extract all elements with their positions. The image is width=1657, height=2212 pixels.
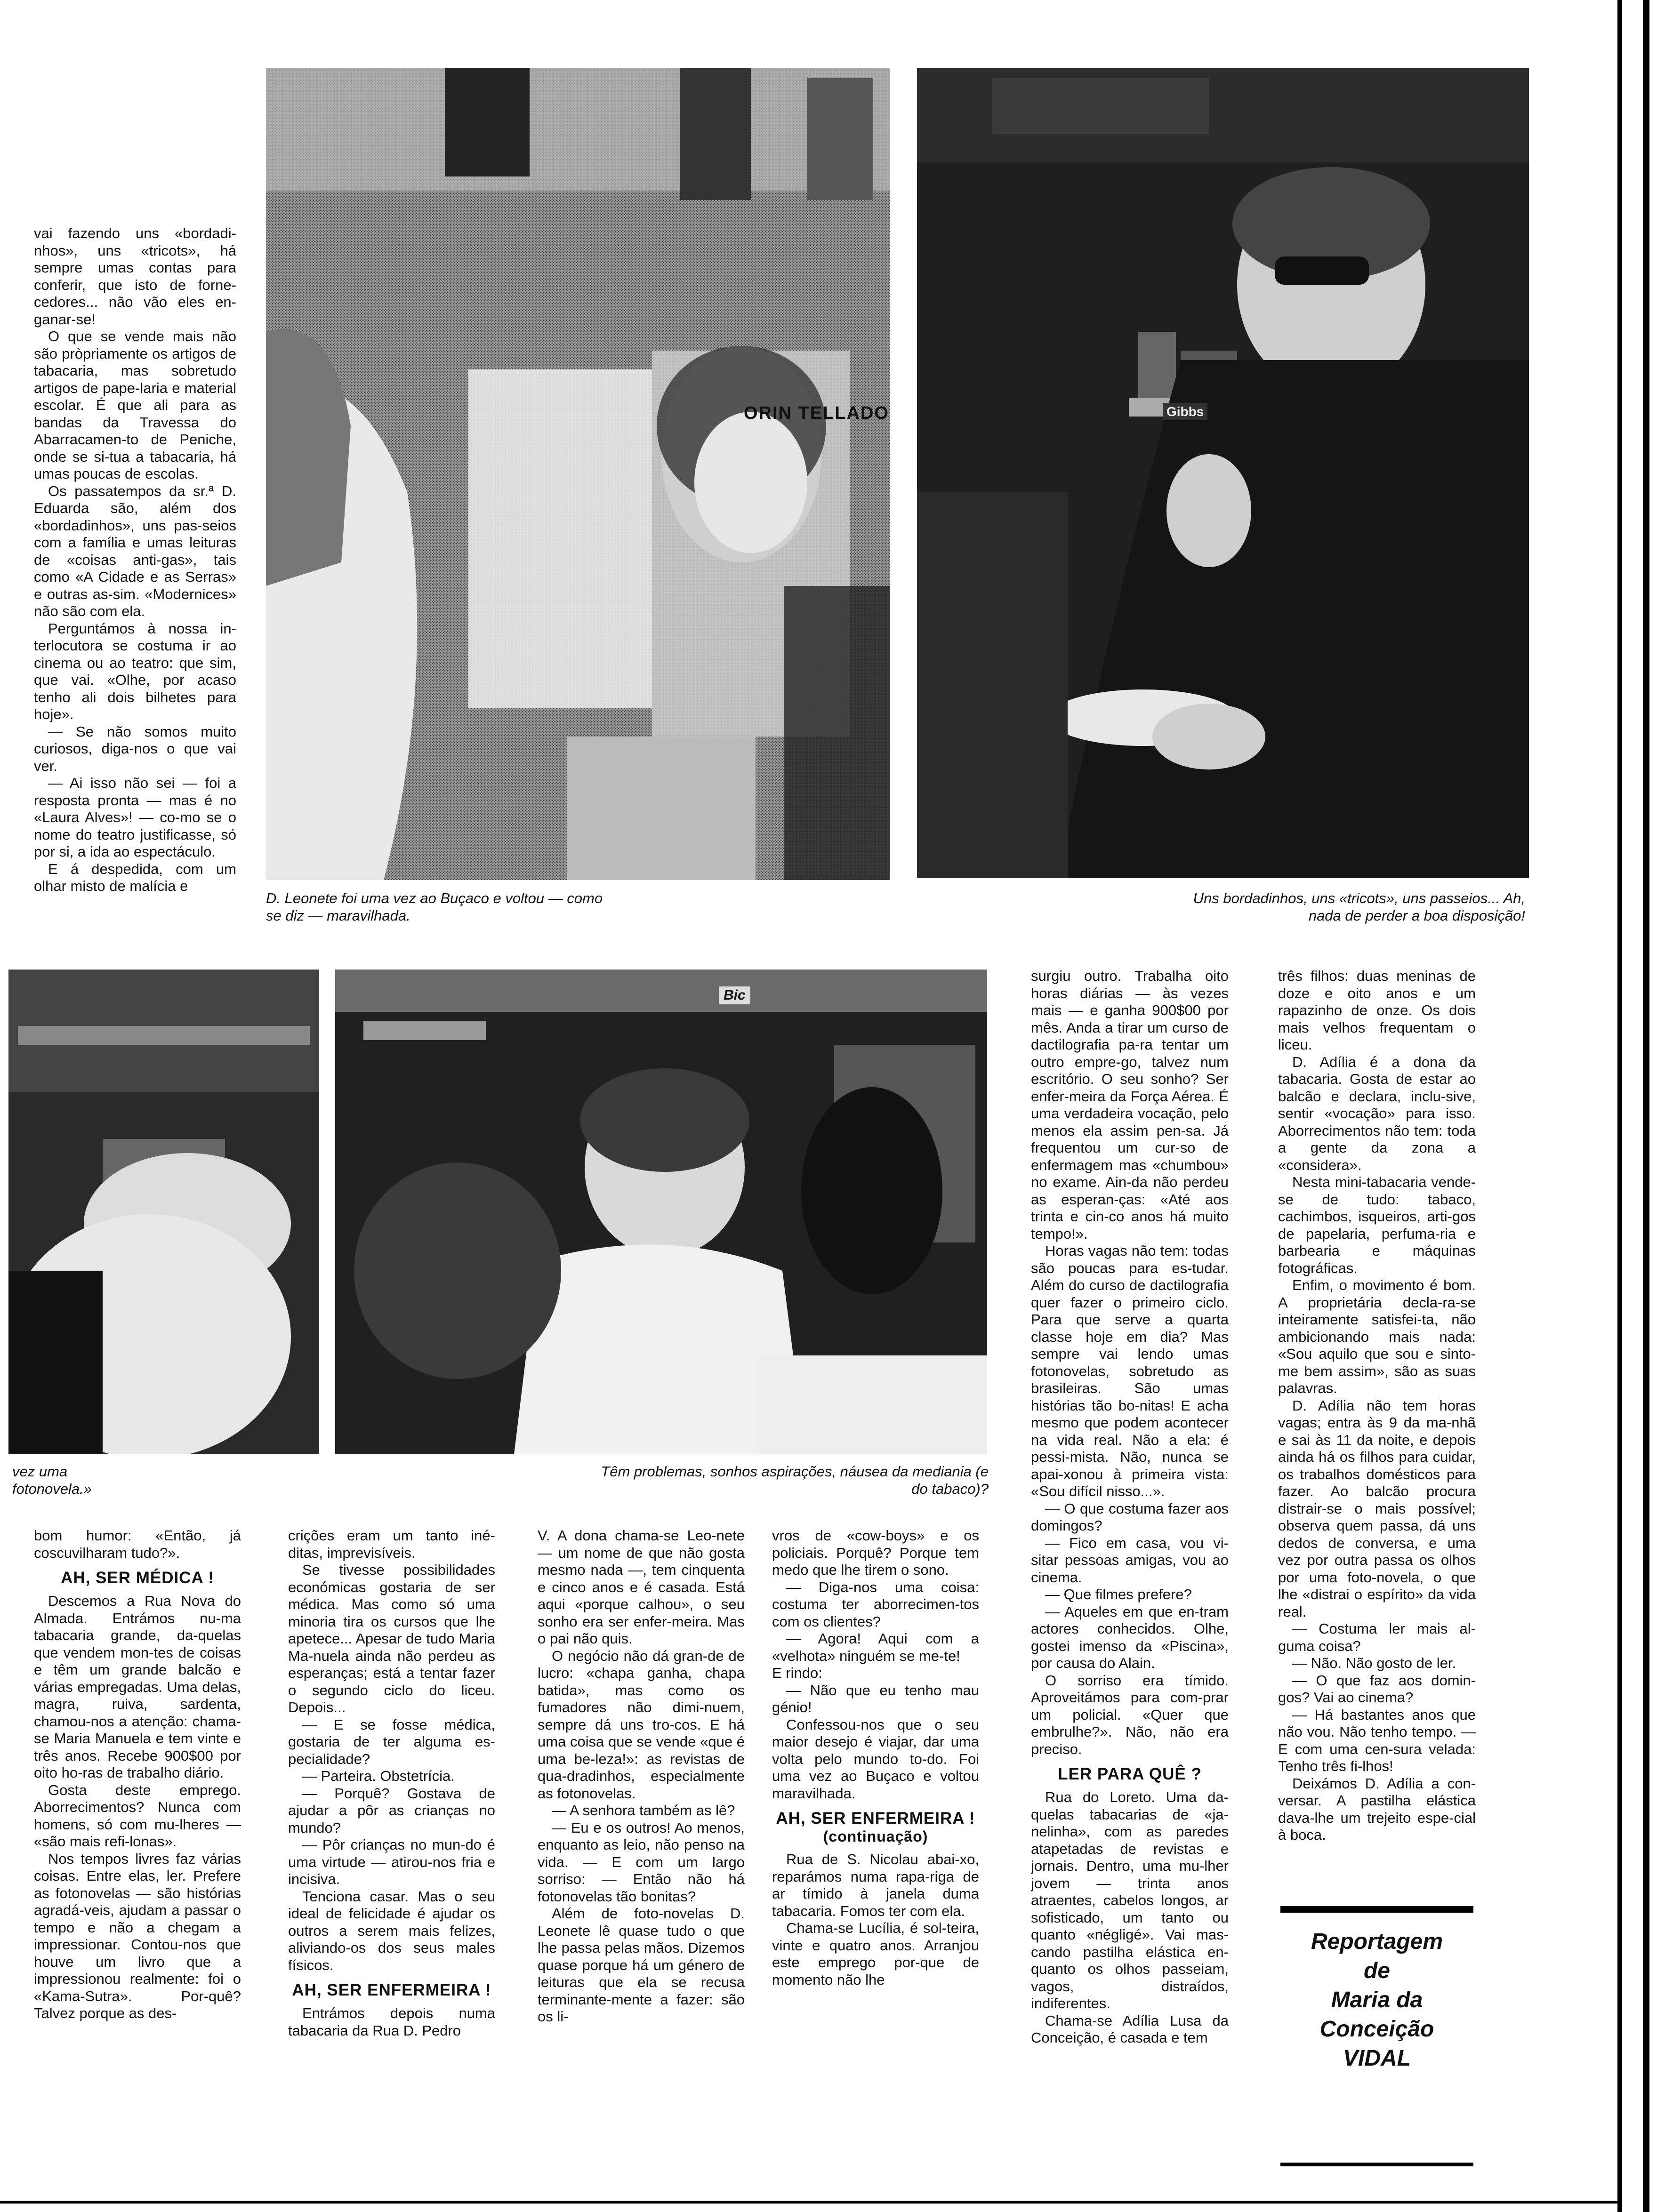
article-paragraph: Chama-se Lucília, é sol-teira, vinte e quatro anos. Arranjou este emprego por-que de momento não lhe — [772, 1920, 979, 1988]
text-column-intro — [34, 225, 236, 950]
credit-bottom-rule — [1280, 2163, 1473, 2166]
article-paragraph: — E se fosse médica, gostaria de ter alguma es-pecialidade? — [288, 1716, 495, 1767]
section-heading-text: AH, SER MÉDICA ! — [61, 1569, 214, 1587]
article-paragraph: — Fico em casa, vou vi-sitar pessoas amigas, vou ao cinema. — [1031, 1534, 1229, 1586]
article-paragraph: V. A dona chama-se Leo-nete — um nome de que não gosta mesmo nada —, tem cinquenta e cinco anos e é casada. Está aqui «porque calhou», o seu sonho era ser enfer-meira. Mas o pai não quis. — [538, 1527, 745, 1647]
section-subheading: (continuação) — [823, 1828, 928, 1845]
article-paragraph: Tenciona casar. Mas o seu ideal de felicidade é ajudar os outros a serem mais felizes, aliviando-os dos seus males físicos. — [288, 1888, 495, 1973]
text-column-f — [1278, 968, 1476, 1899]
article-paragraph: — Não. Não gosto de ler. — [1292, 1655, 1456, 1671]
article-paragraph: — Porquê? Gostava de ajudar a pôr as crianças no mundo? — [288, 1785, 495, 1836]
text-column-a — [34, 1527, 241, 2177]
photo-sign-corin-tellado: ORIN TELLADO — [744, 403, 889, 423]
photo-maria-manuela-image — [8, 970, 319, 1454]
article-paragraph: — Não que eu tenho mau génio! — [772, 1682, 979, 1715]
article-paragraph: Deixámos D. Adília a con-versar. A pastilha elástica dava-lhe um trejeito espe-cial à boca. — [1278, 1775, 1476, 1843]
text-column-e — [1031, 968, 1229, 2154]
section-heading — [772, 1810, 979, 1845]
reporter-credit — [1271, 1927, 1483, 2073]
article-paragraph: O negócio não dá gran-de de lucro: «chapa ganha, chapa batida», mas como os fumadores não dimi-nuem, sempre dá uns tro-cos. E há uma coisa que se vende «que é uma be-leza!»: as revistas de qua-dradinhos, especialmente as fotonovelas. — [538, 1647, 745, 1802]
article-paragraph: — Agora! Aqui com a «velhota» ninguém se me-te! — [772, 1630, 979, 1664]
article-paragraph: Enfim, o movimento é bom. A proprietária decla-ra-se inteiramente satisfei-ta, não ambicionando mais nada: «Sou aquilo que sou e sinto-me bem assim», são as suas palavras. — [1278, 1277, 1476, 1396]
photo-sign-gibbs: Gibbs — [1163, 403, 1207, 420]
article-paragraph: Entrámos depois numa tabacaria da Rua D. Pedro — [288, 2005, 495, 2039]
bottom-page-rule — [0, 2201, 1619, 2204]
photo-lucilia-image — [335, 970, 987, 1454]
caption-problemas: Têm problemas, sonhos aspirações, náusea da mediania (e do tabaco)? — [601, 1463, 989, 1497]
article-paragraph: vai fazendo uns «bordadi-nhos», uns «tricots», há sempre umas contas para conferir, que isto de forne-cedores... não vão eles en-ganar-se! — [34, 225, 236, 328]
credit-line-1: Reportagem — [1311, 1929, 1443, 1954]
section-heading — [34, 1569, 241, 1587]
credit-top-rule — [1280, 1906, 1473, 1913]
photo-eduarda — [917, 68, 1529, 878]
article-paragraph: — O que faz aos domin-gos? Vai ao cinema? — [1278, 1672, 1476, 1706]
article-paragraph: Rua do Loreto. Uma da-quelas tabacarias de «ja-nelinha», com as paredes atapetadas de revistas e jornais. Dentro, uma mu-lher jovem — trinta anos atraentes, cabelos longos, ar sofisticado, um tanto ou quanto «négligé». Vai mas-cando pastilha elástica en-quanto os olhos passeiam, vagos, distraídos, indiferentes. — [1031, 1789, 1229, 2012]
section-heading — [288, 1981, 495, 1999]
article-paragraph: — A senhora também as lê? — [552, 1802, 735, 1819]
article-paragraph: — Costuma ler mais al-guma coisa? — [1278, 1620, 1476, 1654]
section-heading-text: AH, SER ENFERMEIRA ! — [292, 1981, 491, 1999]
article-paragraph: — O que costuma fazer aos domingos? — [1031, 1500, 1229, 1534]
article-paragraph: — Se não somos muito curiosos, diga-nos o que vai ver. — [34, 723, 236, 774]
section-heading-text: AH, SER ENFERMEIRA ! — [776, 1809, 975, 1827]
photo-leonete — [266, 68, 890, 880]
text-column-c — [538, 1527, 745, 2177]
article-paragraph: Confessou-nos que o seu maior desejo é viajar, dar uma volta pelo mundo to-do. Foi uma vez ao Buçaco e voltou maravilhada. — [772, 1716, 979, 1802]
article-paragraph: — Que filmes prefere? — [1045, 1586, 1192, 1603]
article-paragraph: Além de foto-novelas D. Leonete lê quase tudo o que lhe passa pelas mãos. Dizemos quase porque há um género de leituras que ela se recusa terminante-mente a fazer: são os li- — [538, 1905, 745, 2025]
article-paragraph: — Pôr crianças no mun-do é uma virtude — atirou-nos fria e incisiva. — [288, 1836, 495, 1887]
section-heading-text: LER PARA QUÊ ? — [1058, 1765, 1202, 1783]
article-paragraph: D. Adília não tem horas vagas; entra às 9 da ma-nhã e sai às 11 da noite, e depois ainda há os filhos para cuidar, os trabalhos domésticos para fazer. Ao balcão procura distrair-se o mais possível; observa quem passa, dá uns dedos de conversa, e uma vez por outra passa os olhos por uma foto-novela, o que lhe «distrai o espírito» da vida real. — [1278, 1397, 1476, 1620]
article-paragraph: Se tivesse possibilidades económicas gostaria de ser médica. Mas como só uma minoria tira os cursos que lhe apetece... Apesar de tudo Maria Ma-nuela ainda não perdeu as esperanças; está a tentar fazer o segundo ciclo do liceu. Depois... — [288, 1562, 495, 1715]
article-paragraph: Chama-se Adília Lusa da Conceição, é casada e tem — [1031, 2012, 1229, 2046]
article-paragraph: Os passatempos da sr.ª D. Eduarda são, além dos «bordadinhos», uns pas-seios com a família e umas leituras de «coisas anti-gas», tais como «A Cidade e as Serras» e outras as-sim. «Modernices» não são com ela. — [34, 482, 236, 619]
article-paragraph: — Eu e os outros! Ao menos, enquanto as leio, não penso na vida. — E com um largo sorriso: — Então não há fotonovelas tão bonitas? — [538, 1819, 745, 1905]
credit-line-4: VIDAL — [1343, 2046, 1411, 2071]
article-paragraph: — Ai isso não sei — foi a resposta pronta — mas é no «Laura Alves»! — co-mo se o nome do teatro justificasse, só por si, a ida ao espectáculo. — [34, 775, 236, 860]
article-paragraph: bom humor: «Então, já coscuvilharam tudo?». — [34, 1527, 241, 1561]
credit-line-2: de — [1363, 1958, 1390, 1983]
article-paragraph: três filhos: duas meninas de doze e oito anos e um rapazinho de onze. Os dois mais velhos frequentam o liceu. — [1278, 968, 1476, 1053]
credit-line-3: Maria da Conceição — [1319, 1988, 1434, 2042]
photo-eduarda-image — [917, 68, 1529, 878]
article-paragraph: E á despedida, com um olhar misto de malícia e — [34, 860, 236, 894]
article-paragraph: — Parteira. Obstetrícia. — [302, 1768, 455, 1784]
article-paragraph: surgiu outro. Trabalha oito horas diárias — às vezes mais — e ganha 900$00 por mês. Anda a tirar um curso de dactilografia pa-ra tentar um outro empre-go, talvez num escritório. O seu sonho? Ser enfer-meira da Força Aérea. É uma verdadeira vocação, pelo menos ela assim pen-sa. Já frequentou um cur-so de enfermagem mas «chumbou» no exame. Ain-da não perdeu as esperan-ças: «Até aos trinta e cin-co anos há muito tempo!». — [1031, 968, 1229, 1242]
article-paragraph: Nos tempos livres faz várias coisas. Entre elas, ler. Prefere as fotonovelas — são histórias agradá-veis, ajudam a passar o tempo e não a chegam a impressionar. Contou-nos que houve um livro que a impressionou realmente: foi o «Kama-Sutra». Por-quê? Talvez porque as des- — [34, 1850, 241, 2021]
right-page-border — [1617, 0, 1622, 2212]
photo-leonete-image — [266, 68, 890, 880]
photo-sign-bic: Bic — [719, 986, 750, 1004]
right-edge-strip — [1643, 0, 1649, 2212]
text-column-d — [772, 1527, 979, 2177]
article-paragraph: Nesta mini-tabacaria vende-se de tudo: tabaco, cachimbos, isqueiros, arti-gos de papelaria, perfuma-ria e barbearia e máquinas fotográficas. — [1278, 1174, 1476, 1276]
article-paragraph: — Há bastantes anos que não vou. Não tenho tempo. — E com uma cen-sura velada: Tenho três fi-lhos! — [1278, 1706, 1476, 1774]
article-paragraph: — Aqueles em que en-tram actores conhecidos. Olhe, gostei imenso da «Piscina», por causa do Alain. — [1031, 1603, 1229, 1671]
article-paragraph: O sorriso era tímido. Aproveitámos para com-prar um policial. «Quer que embrulhe?». Não, não era preciso. — [1031, 1672, 1229, 1757]
text-column-b — [288, 1527, 495, 2177]
caption-leonete: D. Leonete foi uma vez ao Buçaco e voltou — como se diz — maravilhada. — [266, 890, 603, 924]
article-paragraph: Horas vagas não tem: todas são poucas para es-tudar. Além do curso de dactilografia quer fazer o primeiro ciclo. Para que serve a quarta classe hoje em dia? Mas sempre vai lendo umas fotonovelas, sobretudo as brasileiras. São umas histórias tão bo-nitas! E acha mesmo que podem acontecer na vida real. Não a ela: é pessi-mista. Não, nunca se apai-xonou à primeira vista: «Sou difícil nisso...». — [1031, 1242, 1229, 1499]
article-paragraph: Gosta deste emprego. Aborrecimentos? Nunca com homens, só com mu-lheres — «são mais refi-lonas». — [34, 1781, 241, 1850]
caption-fotonovela: vez uma fotonovela.» — [12, 1463, 92, 1497]
caption-eduarda: Uns bordadinhos, uns «tricots», uns passeios... Ah, nada de perder a boa disposição! — [1193, 890, 1525, 924]
section-heading — [1031, 1765, 1229, 1783]
article-paragraph: E rindo: — [772, 1665, 822, 1681]
article-paragraph: — Diga-nos uma coisa: costuma ter aborrecimen-tos com os clientes? — [772, 1579, 979, 1630]
article-paragraph: D. Adília é a dona da tabacaria. Gosta de estar ao balcão e declara, inclu-sive, sentir «vocação» para isso. Aborrecimentos não tem: toda a gente da zona a «considera». — [1278, 1053, 1476, 1173]
photo-maria-manuela — [8, 970, 319, 1454]
article-paragraph: crições eram um tanto iné-ditas, imprevisíveis. — [288, 1527, 495, 1561]
article-paragraph: Rua de S. Nicolau abai-xo, reparámos numa rapa-riga de ar tímido à janela duma tabacaria. Fomos ter com ela. — [772, 1851, 979, 1919]
article-paragraph: O que se vende mais não são pròpriamente os artigos de tabacaria, mas sobretudo artigos de pape-laria e material escolar. É que ali para as bandas da Travessa do Abarracamen-to de Peniche, onde se si-tua a tabacaria, há umas poucas de escolas. — [34, 328, 236, 482]
photo-lucilia — [335, 970, 987, 1454]
article-paragraph: vros de «cow-boys» e os policiais. Porquê? Porque tem medo que lhe tirem o sono. — [772, 1527, 979, 1578]
article-paragraph: Descemos a Rua Nova do Almada. Entrámos nu-ma tabacaria grande, da-quelas que vendem mon-tes de coisas e têm um grande balcão e várias empregadas. Uma delas, magra, ruiva, sardenta, chamou-nos a atenção: chama-se Maria Manuela e tem vinte e três anos. Recebe 900$00 por oito ho-ras de trabalho diário. — [34, 1593, 241, 1781]
article-paragraph: Perguntámos à nossa in-terlocutora se costuma ir ao cinema ou ao teatro: que sim, que vai. «Olhe, por acaso tenho ali dois bilhetes para hoje». — [34, 620, 236, 722]
